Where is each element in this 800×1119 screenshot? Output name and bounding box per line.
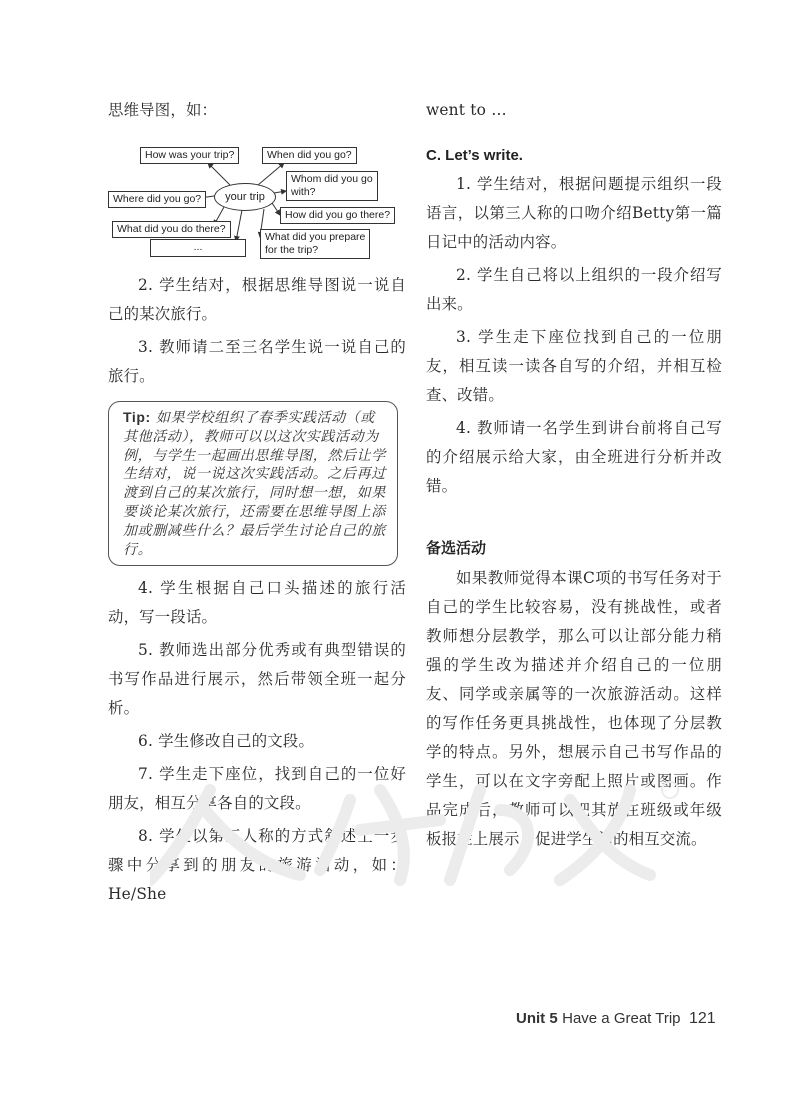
section-heading-alternative: 备选活动 <box>426 540 487 557</box>
c-step-3: 3. 学生走下座位找到自己的一位朋友，相互读一读各自写的介绍，并相互检查、改错。 <box>426 328 722 404</box>
step-6: 6. 学生修改自己的文段。 <box>138 732 315 751</box>
mindmap-node-ellipsis: ... <box>150 239 246 257</box>
mind-map-diagram <box>108 133 406 256</box>
mindmap-node-how-go: How did you go there? <box>280 207 395 224</box>
tip-text: 如果学校组织了春季实践活动（或其他活动），教师可以以这次实践活动为例，与学生一起画出思维导图，然后让学生结对，说一说这次实践活动。之后再过渡到自己的某次旅行，同时想一想，如果要谈论某次旅行，还需要在思维导图上添加或删减些什么？最后学生讨论自己的旅行。 <box>123 410 386 558</box>
step-8: 8. 学生以第三人称的方式叙述上一步骤中分享到的朋友的旅游活动，如：He/She <box>108 827 406 904</box>
footer-unit-title: Have a Great Trip <box>562 1010 681 1027</box>
mindmap-node-when: When did you go? <box>262 147 357 164</box>
page-number: 121 <box>688 1010 716 1027</box>
mindmap-intro: 思维导图，如： <box>108 101 218 119</box>
step-7: 7. 学生走下座位，找到自己的一位好朋友，相互分享各自的文段。 <box>108 765 406 813</box>
c-step-2: 2. 学生自己将以上组织的一段介绍写出来。 <box>426 266 722 313</box>
step-4: 4. 学生根据自己口头描述的旅行活动，写一段话。 <box>108 579 406 627</box>
c-step-4: 4. 教师请一名学生到讲台前将自己写的介绍展示给大家，由全班进行分析并改错。 <box>426 419 722 495</box>
mindmap-node-whom <box>286 171 378 201</box>
step-8-continued: went to … <box>426 101 507 119</box>
page-footer <box>516 1010 716 1028</box>
c-step-1: 1. 学生结对，根据问题提示组织一段语言，以第三人称的口吻介绍Betty第一篇日记中的活动内容。 <box>426 175 722 251</box>
step-3: 3. 教师请二至三名学生说一说自己的旅行。 <box>108 338 406 385</box>
step-2: 2. 学生结对，根据思维导图说一说自己的某次旅行。 <box>108 276 406 323</box>
mindmap-node-what-do: What did you do there? <box>112 221 231 238</box>
tip-box <box>108 401 398 566</box>
mindmap-node-whom-line1: Whom did you go <box>291 173 373 185</box>
mindmap-node-whom-line2: with? <box>291 186 316 198</box>
tip-label: Tip: <box>123 409 151 425</box>
tip-paragraph <box>123 408 389 559</box>
mindmap-node-prepare-line2: for the trip? <box>265 244 319 256</box>
mindmap-node-prepare <box>260 229 370 259</box>
right-column <box>426 96 722 854</box>
mindmap-node-where: Where did you go? <box>108 191 206 208</box>
publisher-watermark-icon <box>150 770 690 890</box>
alternative-activity-text: 如果教师觉得本课C项的书写任务对于自己的学生比较容易，没有挑战性，或者教师想分层教学，那么可以让部分能力稍强的学生改为描述并介绍自己的一位朋友、同学或亲属等的一次旅游活动。这样的写作任务更具挑战性，也体现了分层教学的特点。另外，想展示自己书写作品的学生，可以在文字旁配上照片或图画。作品完成后，教师可以把其放在班级或年级板报栏上展示，促进学生间的相互交流。 <box>426 569 722 848</box>
section-heading-lets-write: C. Let’s write. <box>426 147 523 164</box>
mindmap-node-prepare-line1: What did you prepare <box>265 231 366 243</box>
footer-unit: Unit 5 <box>516 1010 558 1027</box>
step-5: 5. 教师选出部分优秀或有典型错误的书写作品进行展示，然后带领全班一起分析。 <box>108 641 406 718</box>
mindmap-center-node: your trip <box>214 183 276 211</box>
mindmap-node-how-was: How was your trip? <box>140 147 239 164</box>
